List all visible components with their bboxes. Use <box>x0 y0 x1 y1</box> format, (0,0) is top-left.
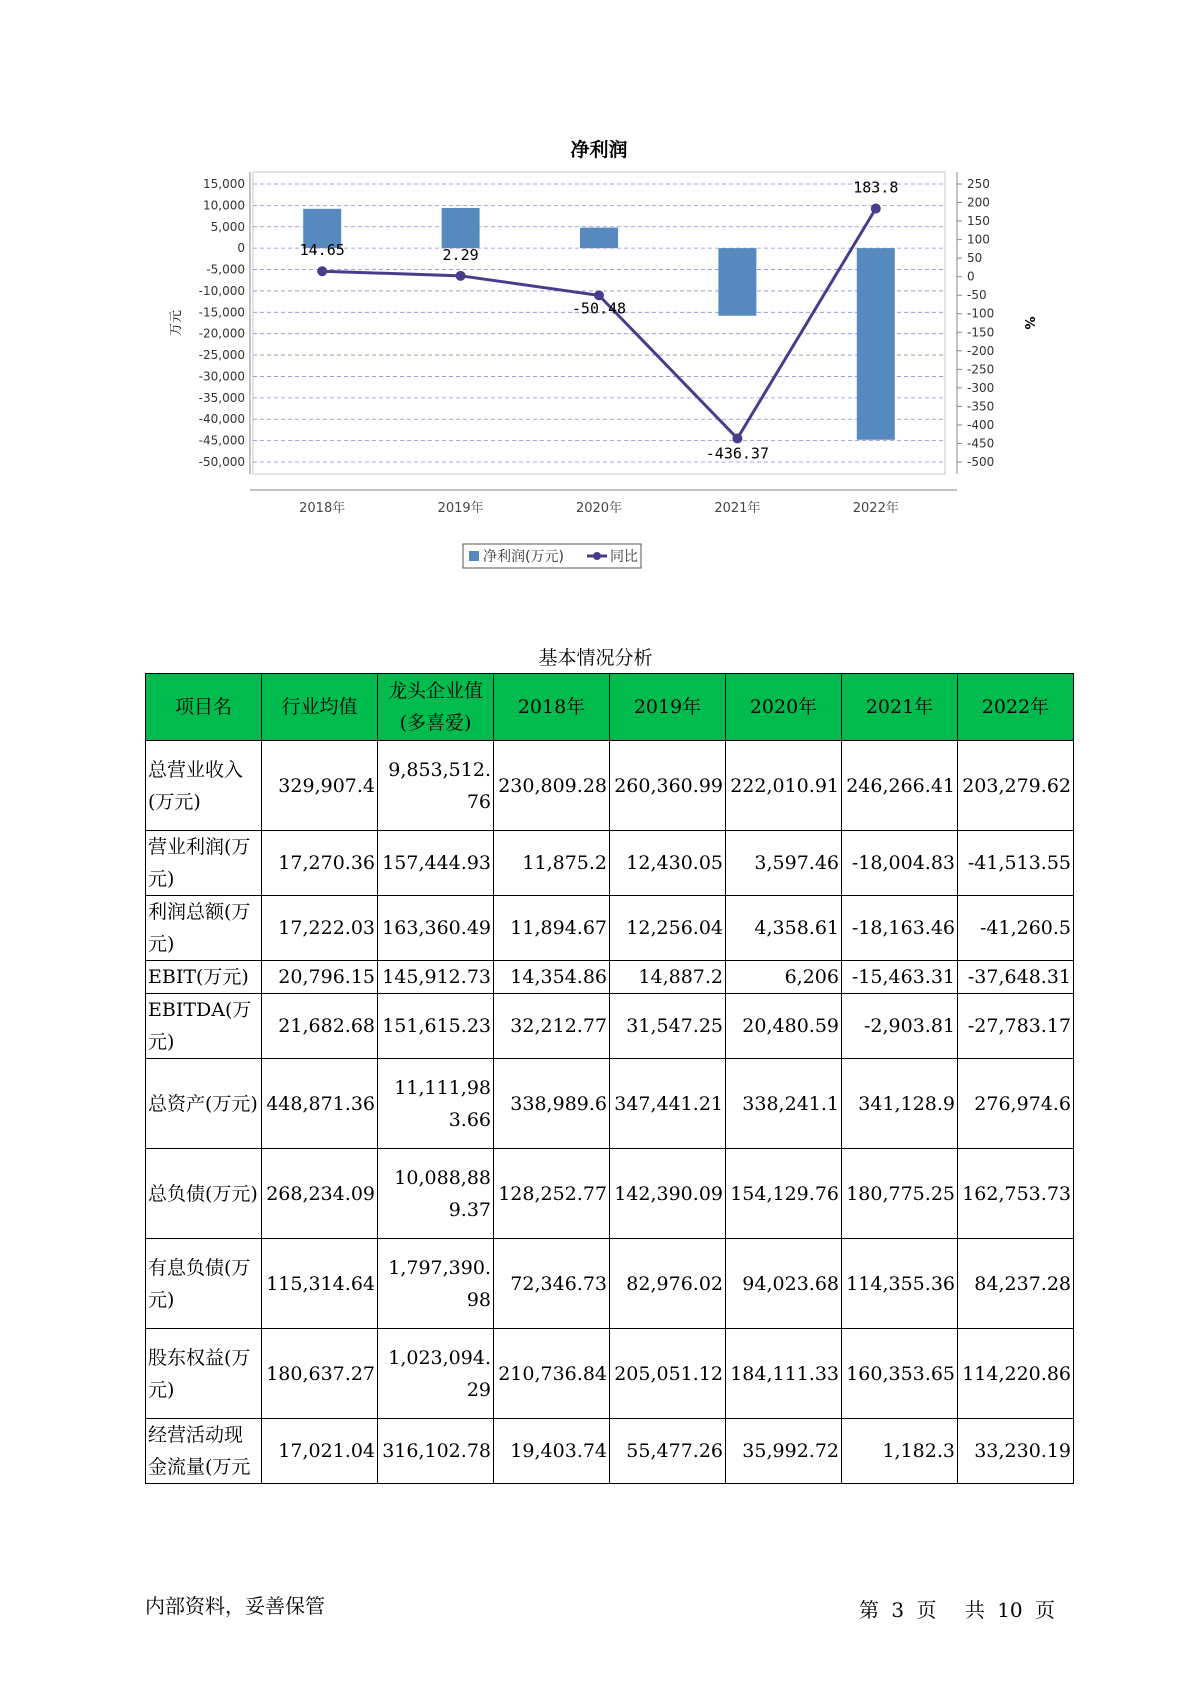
table-row <box>146 1059 1074 1149</box>
value-cell: 114,220.86 <box>958 1329 1074 1419</box>
bar <box>857 248 895 440</box>
y2-tick-label: -100 <box>967 306 995 321</box>
x-tick-label: 2018年 <box>299 501 346 516</box>
value-cell: 341,128.9 <box>842 1059 958 1149</box>
value-cell: 14,354.86 <box>494 961 610 994</box>
x-tick-label: 2022年 <box>852 501 899 516</box>
value-cell: -41,260.5 <box>958 896 1074 961</box>
value-cell: 72,346.73 <box>494 1239 610 1329</box>
y-tick-label: 0 <box>237 241 245 256</box>
y-tick-label: -30,000 <box>198 369 245 384</box>
value-cell: 6,206 <box>726 961 842 994</box>
value-cell: 17,021.04 <box>262 1419 378 1484</box>
y2-tick-label: 100 <box>967 232 990 247</box>
value-cell: 142,390.09 <box>610 1149 726 1239</box>
x-tick-label: 2021年 <box>714 501 761 516</box>
value-cell: 1,023,094.29 <box>378 1329 494 1419</box>
header-cell: 行业均值 <box>262 674 378 741</box>
value-cell: 115,314.64 <box>262 1239 378 1329</box>
row-label-cell: 总资产(万元) <box>146 1059 262 1149</box>
table-row <box>146 741 1074 831</box>
y2-tick-label: -500 <box>967 455 995 469</box>
bar <box>442 208 480 248</box>
yoy-point <box>456 271 466 281</box>
page-label: 共 <box>964 1598 985 1622</box>
value-cell: 4,358.61 <box>726 896 842 961</box>
y2-tick-label: 150 <box>967 214 990 229</box>
row-label-cell: 营业利润(万元) <box>146 831 262 896</box>
y-tick-label: -45,000 <box>198 433 245 448</box>
x-tick-label: 2020年 <box>575 501 623 516</box>
page-total: 10 <box>997 1598 1023 1622</box>
data-label: 183.8 <box>853 178 899 197</box>
value-cell: 17,222.03 <box>262 896 378 961</box>
value-cell: 1,797,390.98 <box>378 1239 494 1329</box>
table-header-row <box>146 674 1074 741</box>
value-cell: -15,463.31 <box>842 961 958 994</box>
value-cell: 230,809.28 <box>494 741 610 831</box>
y2-tick-label: 200 <box>967 195 990 210</box>
value-cell: 157,444.93 <box>378 831 494 896</box>
data-label: -50.48 <box>571 299 627 318</box>
value-cell: 338,989.6 <box>494 1059 610 1149</box>
y-tick-label: 10,000 <box>203 198 245 213</box>
value-cell: 14,887.2 <box>610 961 726 994</box>
y2-tick-label: -250 <box>967 362 995 377</box>
value-cell: 205,051.12 <box>610 1329 726 1419</box>
value-cell: 9,853,512.76 <box>378 741 494 831</box>
value-cell: 448,871.36 <box>262 1059 378 1149</box>
table-row <box>146 994 1074 1059</box>
footer-note: 内部资料，妥善保管 <box>145 1594 325 1618</box>
value-cell: 222,010.91 <box>726 741 842 831</box>
analysis-table <box>145 673 1074 1484</box>
y2-axis-label: % <box>1021 316 1036 330</box>
value-cell: 180,775.25 <box>842 1149 958 1239</box>
legend-line-marker <box>593 552 601 560</box>
value-cell: 12,430.05 <box>610 831 726 896</box>
legend-bar-swatch <box>469 551 479 561</box>
plot-area <box>253 172 945 474</box>
value-cell: 35,992.72 <box>726 1419 842 1484</box>
header-cell: 2021年 <box>842 674 958 741</box>
table-body <box>146 741 1074 1484</box>
row-label-cell: EBIT(万元) <box>146 961 262 994</box>
chart-title: 净利润 <box>570 139 628 161</box>
value-cell: 94,023.68 <box>726 1239 842 1329</box>
value-cell: 210,736.84 <box>494 1329 610 1419</box>
row-label-cell: 总负债(万元) <box>146 1149 262 1239</box>
header-cell: 2019年 <box>610 674 726 741</box>
data-label: -436.37 <box>705 444 770 463</box>
y-tick-label: 5,000 <box>210 219 245 234</box>
value-cell: 203,279.62 <box>958 741 1074 831</box>
value-cell: 12,256.04 <box>610 896 726 961</box>
value-cell: 10,088,889.37 <box>378 1149 494 1239</box>
table-row <box>146 1419 1074 1484</box>
legend-label: 净利润(万元) <box>483 549 564 565</box>
value-cell: 1,182.3 <box>842 1419 958 1484</box>
y-tick-label: -40,000 <box>198 412 245 427</box>
data-label: 2.29 <box>442 245 479 264</box>
value-cell: 19,403.74 <box>494 1419 610 1484</box>
data-label: 14.65 <box>299 241 345 260</box>
value-cell: -2,903.81 <box>842 994 958 1059</box>
value-cell: 160,353.65 <box>842 1329 958 1419</box>
y2-tick-label: 250 <box>967 177 990 191</box>
value-cell: 3,597.46 <box>726 831 842 896</box>
y2-tick-label: -300 <box>967 380 995 395</box>
yoy-point <box>871 204 881 214</box>
legend-label: 同比 <box>610 549 638 565</box>
value-cell: 82,976.02 <box>610 1239 726 1329</box>
page-label: 第 <box>859 1598 880 1622</box>
value-cell: 17,270.36 <box>262 831 378 896</box>
y2-tick-label: -450 <box>967 436 995 451</box>
value-cell: 11,875.2 <box>494 831 610 896</box>
value-cell: 145,912.73 <box>378 961 494 994</box>
y-tick-label: -50,000 <box>198 455 245 469</box>
header-cell: 2018年 <box>494 674 610 741</box>
value-cell: 260,360.99 <box>610 741 726 831</box>
value-cell: 21,682.68 <box>262 994 378 1059</box>
yoy-point <box>317 266 327 276</box>
value-cell: 347,441.21 <box>610 1059 726 1149</box>
row-label-cell: 总营业收入(万元) <box>146 741 262 831</box>
value-cell: 20,480.59 <box>726 994 842 1059</box>
page-label: 页 <box>1035 1598 1055 1622</box>
y2-tick-label: -200 <box>967 343 995 358</box>
value-cell: 276,974.6 <box>958 1059 1074 1149</box>
y2-tick-label: -50 <box>967 288 987 303</box>
bar <box>580 228 618 249</box>
table-caption: 基本情况分析 <box>538 647 653 669</box>
value-cell: 316,102.78 <box>378 1419 494 1484</box>
net-profit-chart <box>150 132 1050 602</box>
row-label-cell: 股东权益(万元) <box>146 1329 262 1419</box>
table-row <box>146 896 1074 961</box>
y2-tick-label: -350 <box>967 399 995 414</box>
value-cell: 162,753.73 <box>958 1149 1074 1239</box>
value-cell: 246,266.41 <box>842 741 958 831</box>
x-tick-label: 2019年 <box>437 501 484 516</box>
y-tick-label: -35,000 <box>198 390 245 405</box>
value-cell: 329,907.4 <box>262 741 378 831</box>
value-cell: 128,252.77 <box>494 1149 610 1239</box>
y-tick-label: 15,000 <box>203 177 245 191</box>
value-cell: 55,477.26 <box>610 1419 726 1484</box>
value-cell: 33,230.19 <box>958 1419 1074 1484</box>
y2-tick-label: -150 <box>967 325 995 340</box>
page-number <box>853 1594 1055 1623</box>
table-row <box>146 961 1074 994</box>
value-cell: 163,360.49 <box>378 896 494 961</box>
value-cell: 268,234.09 <box>262 1149 378 1239</box>
y-tick-label: -25,000 <box>198 348 245 363</box>
value-cell: 338,241.1 <box>726 1059 842 1149</box>
y2-tick-label: 0 <box>967 269 975 284</box>
y-axis-label: 万元 <box>169 309 184 337</box>
table-row <box>146 1329 1074 1419</box>
value-cell: 154,129.76 <box>726 1149 842 1239</box>
y2-tick-label: 50 <box>967 251 983 266</box>
table-row <box>146 1239 1074 1329</box>
value-cell: 114,355.36 <box>842 1239 958 1329</box>
row-label-cell: 有息负债(万元) <box>146 1239 262 1329</box>
row-label-cell: 利润总额(万元) <box>146 896 262 961</box>
y-tick-label: -10,000 <box>198 283 245 298</box>
header-cell: 2020年 <box>726 674 842 741</box>
value-cell: -18,163.46 <box>842 896 958 961</box>
y-tick-label: -20,000 <box>198 326 245 341</box>
yoy-point <box>732 433 742 443</box>
page-label: 页 <box>916 1598 937 1622</box>
row-label-cell: EBITDA(万元) <box>146 994 262 1059</box>
value-cell: 32,212.77 <box>494 994 610 1059</box>
y2-tick-label: -400 <box>967 417 995 432</box>
page-current: 3 <box>891 1598 905 1622</box>
table-row <box>146 831 1074 896</box>
header-cell: 龙头企业值(多喜爱) <box>378 674 494 741</box>
value-cell: -27,783.17 <box>958 994 1074 1059</box>
table-row <box>146 1149 1074 1239</box>
value-cell: 11,111,983.66 <box>378 1059 494 1149</box>
value-cell: -41,513.55 <box>958 831 1074 896</box>
value-cell: 11,894.67 <box>494 896 610 961</box>
header-cell: 项目名 <box>146 674 262 741</box>
row-label-cell: 经营活动现金流量(万元 <box>146 1419 262 1484</box>
value-cell: 20,796.15 <box>262 961 378 994</box>
value-cell: -18,004.83 <box>842 831 958 896</box>
chart-svg <box>150 132 1050 602</box>
y-tick-label: -5,000 <box>206 262 245 277</box>
header-cell: 2022年 <box>958 674 1074 741</box>
value-cell: 184,111.33 <box>726 1329 842 1419</box>
y-tick-label: -15,000 <box>198 305 245 320</box>
value-cell: 151,615.23 <box>378 994 494 1059</box>
value-cell: 31,547.25 <box>610 994 726 1059</box>
value-cell: 84,237.28 <box>958 1239 1074 1329</box>
bar <box>718 248 756 316</box>
value-cell: -37,648.31 <box>958 961 1074 994</box>
value-cell: 180,637.27 <box>262 1329 378 1419</box>
